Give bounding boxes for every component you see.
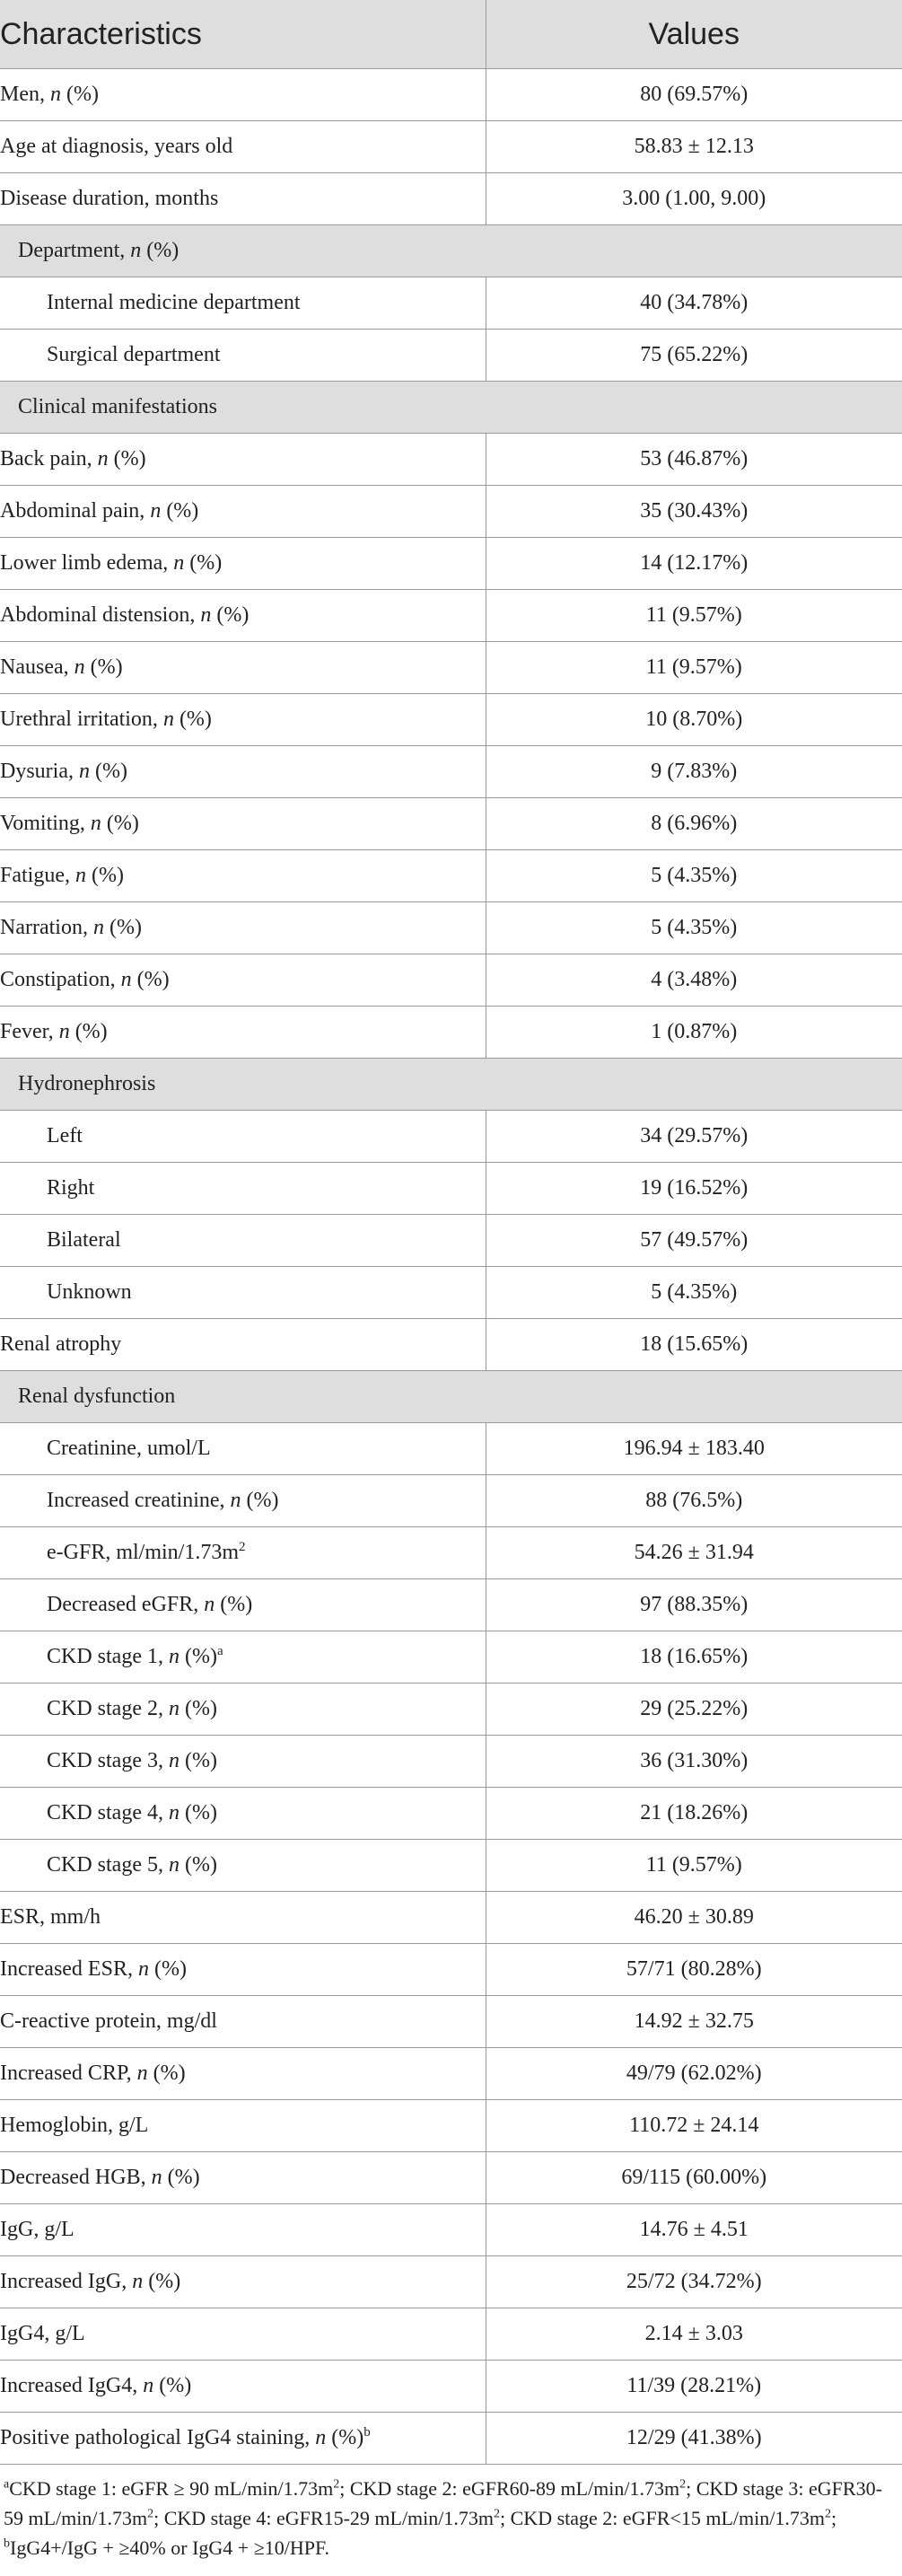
row-label: [0, 2413, 486, 2465]
row-value: 5 (4.35%): [486, 850, 902, 902]
header-values: Values: [486, 0, 902, 69]
table-row: [0, 2204, 902, 2256]
label-text: Disease duration, months: [0, 187, 219, 210]
label-italic-n: n: [151, 2166, 162, 2189]
row-label: [0, 1215, 486, 1267]
row-label: [0, 954, 486, 1007]
label-italic-n: n: [200, 603, 212, 627]
table-row: [0, 1527, 902, 1579]
label-text: Decreased eGFR,: [47, 1593, 205, 1616]
row-value: 4 (3.48%): [486, 954, 902, 1007]
row-label: [0, 2204, 486, 2256]
label-text: Vomiting,: [0, 812, 91, 835]
table-row: [0, 277, 902, 330]
label-text: Fever,: [0, 1020, 59, 1043]
row-label: [0, 902, 486, 954]
label-italic-n: n: [130, 239, 142, 262]
row-value: 18 (16.65%): [486, 1631, 902, 1684]
row-value: 8 (6.96%): [486, 798, 902, 850]
label-italic-n: n: [137, 1957, 149, 1981]
label-text: Clinical manifestations: [18, 395, 217, 418]
table-row: [0, 2361, 902, 2413]
row-label: [0, 1007, 486, 1059]
label-italic-n: n: [132, 2270, 144, 2293]
row-value: 18 (15.65%): [486, 1319, 902, 1371]
label-text: Back pain,: [0, 447, 98, 470]
table-row: [0, 1840, 902, 1892]
row-value: 1 (0.87%): [486, 1007, 902, 1059]
table-row: [0, 798, 902, 850]
label-suffix: (%): [211, 603, 250, 627]
label-text: Fatigue,: [0, 864, 75, 887]
footnote-superscript: 2: [494, 2507, 501, 2521]
label-suffix: (%): [101, 812, 139, 835]
label-suffix: (%): [241, 1489, 279, 1512]
row-value: 3.00 (1.00, 9.00): [486, 173, 902, 225]
label-text: Men,: [0, 83, 50, 106]
row-label: [0, 1423, 486, 1475]
footnote-superscript: 2: [147, 2507, 154, 2521]
label-text: Left: [47, 1124, 83, 1147]
row-label: [0, 434, 486, 486]
label-suffix: (%): [84, 655, 123, 679]
label-text: Abdominal pain,: [0, 499, 151, 523]
label-text: Increased CRP,: [0, 2062, 137, 2085]
label-text: Decreased HGB,: [0, 2166, 152, 2189]
table-footnote: [0, 2465, 902, 2563]
label-suffix: (%): [143, 2270, 181, 2293]
row-label: [0, 1840, 486, 1892]
label-italic-n: n: [97, 447, 109, 470]
label-suffix: (%): [153, 2374, 192, 2397]
row-value: 34 (29.57%): [486, 1111, 902, 1163]
label-italic-n: n: [168, 1801, 180, 1824]
label-text: e-GFR, ml/min/1.73m: [47, 1541, 240, 1564]
table-row: [0, 434, 902, 486]
footnote-text: ; CKD stage 4: eGFR15-29 mL/min/1.73m: [153, 2507, 495, 2529]
table-row: [0, 1475, 902, 1527]
row-label: [0, 694, 486, 746]
label-suffix: (%): [179, 1853, 217, 1877]
row-label: [0, 1475, 486, 1527]
footnote-superscript: 2: [824, 2507, 831, 2521]
label-italic-n: n: [90, 812, 101, 835]
label-text: Department,: [18, 239, 131, 262]
row-value: 10 (8.70%): [486, 694, 902, 746]
footnote-superscript: b: [4, 2536, 10, 2551]
section-row: [0, 382, 902, 434]
table-row: [0, 1684, 902, 1736]
table-row: [0, 2100, 902, 2152]
label-text: Internal medicine department: [47, 291, 301, 314]
row-value: 5 (4.35%): [486, 1267, 902, 1319]
row-label: [0, 1527, 486, 1579]
label-text: Age at diagnosis, years old: [0, 135, 233, 158]
label-italic-n: n: [168, 1749, 180, 1772]
table-row: [0, 1319, 902, 1371]
table-row: [0, 746, 902, 798]
label-text: Abdominal distension,: [0, 603, 201, 627]
table-row: [0, 1892, 902, 1944]
footnote-superscript: a: [4, 2477, 10, 2492]
table-row: [0, 1631, 902, 1684]
row-label: [0, 1371, 902, 1423]
label-suffix: (%): [179, 1749, 217, 1772]
row-label: [0, 2256, 486, 2308]
row-label: [0, 1684, 486, 1736]
table-row: [0, 1267, 902, 1319]
label-suffix: (%): [141, 239, 180, 262]
row-value: 88 (76.5%): [486, 1475, 902, 1527]
label-suffix: (%): [184, 551, 223, 575]
label-text: CKD stage 5,: [47, 1853, 169, 1877]
table-row: [0, 538, 902, 590]
row-value: 54.26 ± 31.94: [486, 1527, 902, 1579]
row-label: [0, 121, 486, 173]
footnote-text: ;: [830, 2507, 837, 2529]
label-suffix: (%): [179, 1801, 217, 1824]
table-row: [0, 121, 902, 173]
table-body: [0, 69, 902, 2465]
label-italic-n: n: [204, 1593, 215, 1616]
row-value: 40 (34.78%): [486, 277, 902, 330]
row-label: [0, 1579, 486, 1631]
row-label: [0, 2361, 486, 2413]
label-suffix: (%): [61, 83, 99, 106]
row-value: 12/29 (41.38%): [486, 2413, 902, 2465]
footnote-text: ; CKD stage 2: eGFR60-89 mL/min/1.73m: [339, 2477, 680, 2500]
label-text: ESR, mm/h: [0, 1905, 101, 1929]
header-characteristics: Characteristics: [0, 0, 486, 69]
label-italic-n: n: [173, 551, 185, 575]
label-text: IgG4, g/L: [0, 2322, 85, 2345]
row-label: [0, 798, 486, 850]
row-value: 14 (12.17%): [486, 538, 902, 590]
row-label: [0, 538, 486, 590]
table-row: [0, 1788, 902, 1840]
footnote-text: ; CKD stage 2: eGFR<15 mL/min/1.73m: [500, 2507, 825, 2529]
table-row: [0, 2413, 902, 2465]
row-label: [0, 1059, 902, 1111]
row-value: 35 (30.43%): [486, 486, 902, 538]
table-row: [0, 1944, 902, 1996]
row-label: [0, 69, 486, 121]
label-suffix: (%): [131, 968, 170, 991]
label-superscript: b: [363, 2425, 371, 2440]
row-label: [0, 2308, 486, 2361]
row-label: [0, 277, 486, 330]
row-value: 53 (46.87%): [486, 434, 902, 486]
label-suffix: (%): [326, 2426, 364, 2449]
row-value: 21 (18.26%): [486, 1788, 902, 1840]
section-row: [0, 1371, 902, 1423]
row-value: 19 (16.52%): [486, 1163, 902, 1215]
label-italic-n: n: [150, 499, 162, 523]
label-suffix: (%): [179, 1697, 217, 1720]
row-label: [0, 173, 486, 225]
footnote-text: IgG4+/IgG + ≥40% or IgG4 + ≥10/HPF.: [10, 2536, 329, 2559]
label-text: Bilateral: [47, 1228, 121, 1252]
table-row: [0, 642, 902, 694]
row-value: 14.76 ± 4.51: [486, 2204, 902, 2256]
row-label: [0, 2100, 486, 2152]
label-italic-n: n: [78, 760, 90, 783]
label-suffix: (%): [108, 447, 146, 470]
table-row: [0, 69, 902, 121]
label-superscript: 2: [239, 1540, 246, 1554]
footnote-superscript: 2: [679, 2477, 687, 2492]
label-suffix: (%): [103, 916, 142, 939]
footnote-text: CKD stage 1: eGFR ≥ 90 mL/min/1.73m: [9, 2477, 334, 2500]
footnote-superscript: 2: [333, 2477, 340, 2492]
label-text: Increased creatinine,: [47, 1489, 231, 1512]
label-italic-n: n: [50, 83, 61, 106]
label-suffix: (%): [86, 864, 124, 887]
table-row: [0, 330, 902, 382]
section-row: [0, 225, 902, 277]
label-italic-n: n: [168, 1853, 180, 1877]
row-value: 25/72 (34.72%): [486, 2256, 902, 2308]
label-text: Positive pathological IgG4 staining,: [0, 2426, 316, 2449]
table-header-row: [0, 0, 902, 69]
table-row: [0, 2308, 902, 2361]
label-italic-n: n: [58, 1020, 70, 1043]
label-text: Increased ESR,: [0, 1957, 138, 1981]
row-value: 196.94 ± 183.40: [486, 1423, 902, 1475]
label-text: Lower limb edema,: [0, 551, 174, 575]
table-row: [0, 1111, 902, 1163]
row-label: [0, 2048, 486, 2100]
row-value: 29 (25.22%): [486, 1684, 902, 1736]
label-italic-n: n: [168, 1697, 180, 1720]
row-value: 57 (49.57%): [486, 1215, 902, 1267]
row-value: 80 (69.57%): [486, 69, 902, 121]
label-italic-n: n: [230, 1489, 241, 1512]
section-row: [0, 1059, 902, 1111]
row-label: [0, 850, 486, 902]
label-text: IgG, g/L: [0, 2218, 74, 2241]
table-row: [0, 1423, 902, 1475]
row-label: [0, 486, 486, 538]
label-text: CKD stage 1,: [47, 1645, 169, 1668]
label-italic-n: n: [143, 2374, 154, 2397]
row-label: [0, 642, 486, 694]
label-text: Constipation,: [0, 968, 121, 991]
label-italic-n: n: [168, 1645, 180, 1668]
row-label: [0, 382, 902, 434]
label-italic-n: n: [136, 2062, 148, 2085]
row-label: [0, 1892, 486, 1944]
table-row: [0, 1007, 902, 1059]
table-row: [0, 2152, 902, 2204]
label-text: Renal atrophy: [0, 1332, 122, 1356]
label-text: Hemoglobin, g/L: [0, 2114, 149, 2137]
table-row: [0, 2048, 902, 2100]
row-label: [0, 1631, 486, 1684]
label-italic-n: n: [92, 916, 104, 939]
label-suffix: (%): [89, 760, 127, 783]
table-row: [0, 954, 902, 1007]
label-text: Right: [47, 1176, 95, 1200]
table-row: [0, 694, 902, 746]
table-row: [0, 1736, 902, 1788]
row-label: [0, 330, 486, 382]
row-value: 14.92 ± 32.75: [486, 1996, 902, 2048]
label-italic-n: n: [315, 2426, 327, 2449]
row-label: [0, 2152, 486, 2204]
label-suffix: (%): [147, 2062, 186, 2085]
row-value: 11/39 (28.21%): [486, 2361, 902, 2413]
label-italic-n: n: [120, 968, 132, 991]
label-text: Increased IgG,: [0, 2270, 133, 2293]
row-label: [0, 1736, 486, 1788]
row-value: 5 (4.35%): [486, 902, 902, 954]
table-row: [0, 2256, 902, 2308]
label-text: Creatinine, umol/L: [47, 1437, 211, 1460]
table-row: [0, 902, 902, 954]
label-text: Nausea,: [0, 655, 74, 679]
table-row: [0, 590, 902, 642]
row-value: 75 (65.22%): [486, 330, 902, 382]
row-label: [0, 746, 486, 798]
row-label: [0, 1996, 486, 2048]
row-label: [0, 1163, 486, 1215]
row-label: [0, 1788, 486, 1840]
label-text: Increased IgG4,: [0, 2374, 144, 2397]
row-value: 97 (88.35%): [486, 1579, 902, 1631]
row-label: [0, 1267, 486, 1319]
table-row: [0, 1996, 902, 2048]
table-row: [0, 1163, 902, 1215]
row-label: [0, 590, 486, 642]
label-suffix: (%): [215, 1593, 253, 1616]
label-suffix: (%): [148, 1957, 187, 1981]
label-text: Renal dysfunction: [18, 1385, 176, 1408]
label-suffix: (%): [162, 2166, 200, 2189]
label-text: Narration,: [0, 916, 93, 939]
row-value: 11 (9.57%): [486, 642, 902, 694]
table-row: [0, 486, 902, 538]
label-suffix: (%): [173, 708, 212, 731]
label-text: C-reactive protein, mg/dl: [0, 2009, 217, 2033]
row-label: [0, 1944, 486, 1996]
table-row: [0, 1579, 902, 1631]
label-text: CKD stage 4,: [47, 1801, 169, 1824]
row-value: 58.83 ± 12.13: [486, 121, 902, 173]
row-value: 11 (9.57%): [486, 590, 902, 642]
label-italic-n: n: [75, 864, 86, 887]
label-text: Unknown: [47, 1280, 132, 1304]
label-text: CKD stage 3,: [47, 1749, 169, 1772]
row-label: [0, 1319, 486, 1371]
label-suffix: (%): [69, 1020, 108, 1043]
table-row: [0, 850, 902, 902]
label-italic-n: n: [162, 708, 174, 731]
label-text: Hydronephrosis: [18, 1072, 156, 1095]
label-text: Dysuria,: [0, 760, 79, 783]
row-value: 2.14 ± 3.03: [486, 2308, 902, 2361]
label-italic-n: n: [74, 655, 85, 679]
row-label: [0, 1111, 486, 1163]
label-suffix: (%): [179, 1645, 217, 1668]
label-suffix: (%): [161, 499, 199, 523]
row-value: 69/115 (60.00%): [486, 2152, 902, 2204]
row-value: 46.20 ± 30.89: [486, 1892, 902, 1944]
row-value: 57/71 (80.28%): [486, 1944, 902, 1996]
footnote-text: ; CKD stage 3: eGFR30-59 mL/min/1.73m: [4, 2477, 882, 2529]
label-text: CKD stage 2,: [47, 1697, 169, 1720]
table-row: [0, 1215, 902, 1267]
label-superscript: a: [216, 1644, 223, 1658]
row-value: 36 (31.30%): [486, 1736, 902, 1788]
row-value: 110.72 ± 24.14: [486, 2100, 902, 2152]
label-text: Urethral irritation,: [0, 708, 163, 731]
row-label: [0, 225, 902, 277]
row-value: 9 (7.83%): [486, 746, 902, 798]
label-text: Surgical department: [47, 343, 221, 366]
table-row: [0, 173, 902, 225]
row-value: 11 (9.57%): [486, 1840, 902, 1892]
row-value: 49/79 (62.02%): [486, 2048, 902, 2100]
